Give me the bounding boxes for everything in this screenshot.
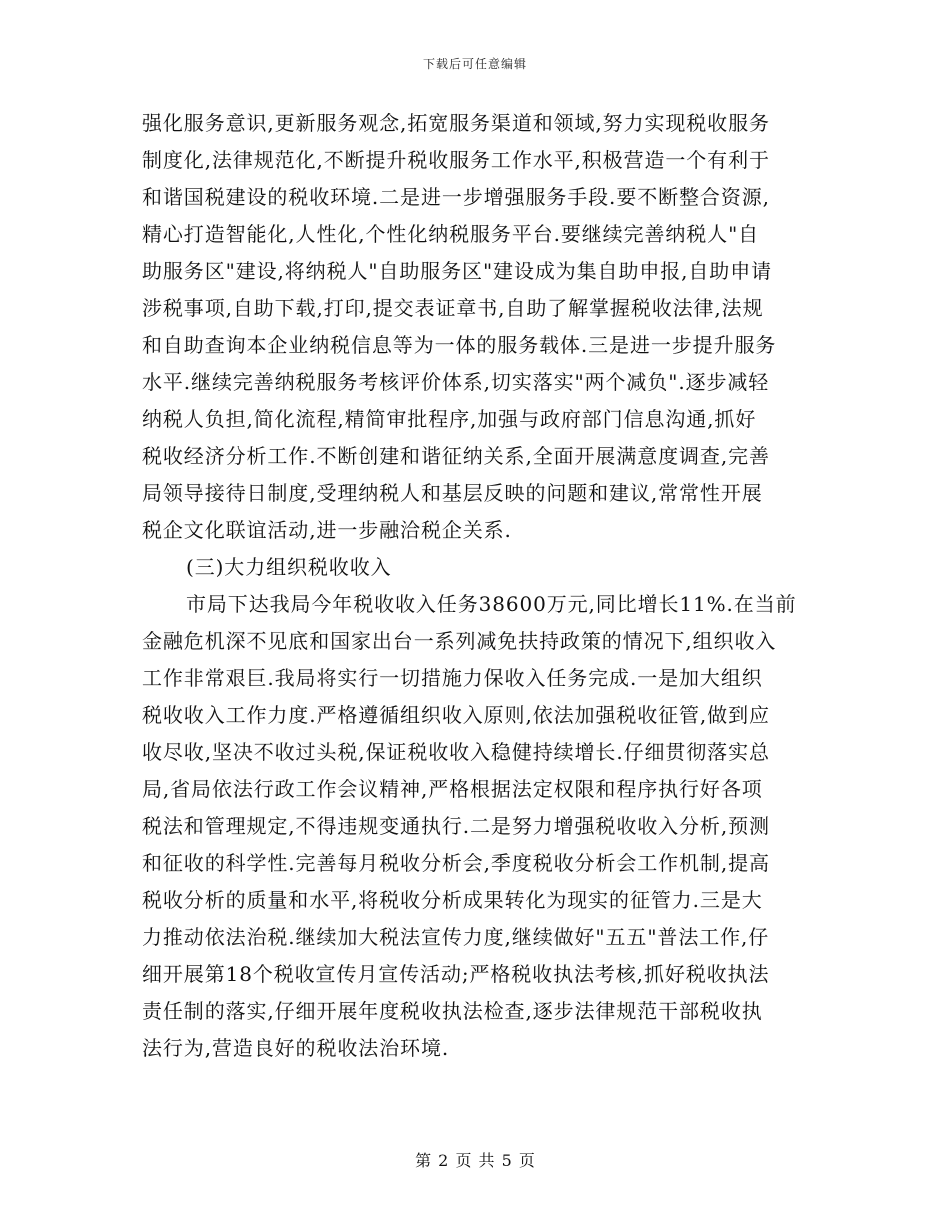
text-line: 税收收入工作力度.严格遵循组织收入原则,依法加强税收征管,做到应 <box>142 703 770 727</box>
body-text <box>142 105 810 1067</box>
page-header: 下载后可任意编辑 <box>422 57 527 71</box>
page-footer: 第 2 页 共 5 页 <box>415 1151 535 1170</box>
text-line: 和自助查询本企业纳税信息等为一体的服务载体.三是进一步提升服务 <box>142 333 777 357</box>
text-line: 精心打造智能化,人性化,个性化纳税服务平台.要继续完善纳税人"自 <box>142 222 760 246</box>
text-line: 强化服务意识,更新服务观念,拓宽服务渠道和领域,努力实现税收服务 <box>142 111 770 135</box>
text-line: 水平.继续完善纳税服务考核评价体系,切实落实"两个减负".逐步减轻 <box>142 370 770 394</box>
text-line: 工作非常艰巨.我局将实行一切措施力保收入任务完成.一是加大组织 <box>142 666 763 690</box>
paragraph-first-line: 市局下达我局今年税收收入任务38600万元,同比增长11%.在当前 <box>186 592 797 616</box>
text-line: 纳税人负担,简化流程,精简审批程序,加强与政府部门信息沟通,抓好 <box>142 407 757 431</box>
text-line: 收尽收,坚决不收过头税,保证税收收入稳健持续增长.仔细贯彻落实总 <box>142 740 770 764</box>
text-line: 和谐国税建设的税收环境.二是进一步增强服务手段.要不断整合资源, <box>142 185 770 209</box>
text-line: 税法和管理规定,不得违规变通执行.二是努力增强税收收入分析,预测 <box>142 814 770 838</box>
section-heading: (三)大力组织税收收入 <box>186 555 392 579</box>
text-line: 税收经济分析工作.不断创建和谐征纳关系,全面开展满意度调查,完善 <box>142 444 770 468</box>
text-line: 局,省局依法行政工作会议精神,严格根据法定权限和程序执行好各项 <box>142 777 763 801</box>
text-line: 责任制的落实,仔细开展年度税收执法检查,逐步法律规范干部税收执 <box>142 999 763 1023</box>
text-line: 细开展第18个税收宣传月宣传活动;严格税收执法考核,抓好税收执法 <box>142 962 770 986</box>
text-line: 涉税事项,自助下载,打印,提交表证章书,自助了解掌握税收法律,法规 <box>142 296 764 320</box>
text-line: 法行为,营造良好的税收法治环境. <box>142 1036 450 1060</box>
text-line: 税企文化联谊活动,进一步融洽税企关系. <box>142 518 512 542</box>
text-line: 税收分析的质量和水平,将税收分析成果转化为现实的征管力.三是大 <box>142 888 763 912</box>
text-line: 力推动依法治税.继续加大税法宣传力度,继续做好"五五"普法工作,仔 <box>142 925 770 949</box>
text-line: 金融危机深不见底和国家出台一系列减免扶持政策的情况下,组织收入 <box>142 629 777 653</box>
text-line: 助服务区"建设,将纳税人"自助服务区"建设成为集自助申报,自助申请 <box>142 259 773 283</box>
text-line: 制度化,法律规范化,不断提升税收服务工作水平,积极营造一个有利于 <box>142 148 770 172</box>
text-line: 局领导接待日制度,受理纳税人和基层反映的问题和建议,常常性开展 <box>142 481 763 505</box>
text-line: 和征收的科学性.完善每月税收分析会,季度税收分析会工作机制,提高 <box>142 851 770 875</box>
